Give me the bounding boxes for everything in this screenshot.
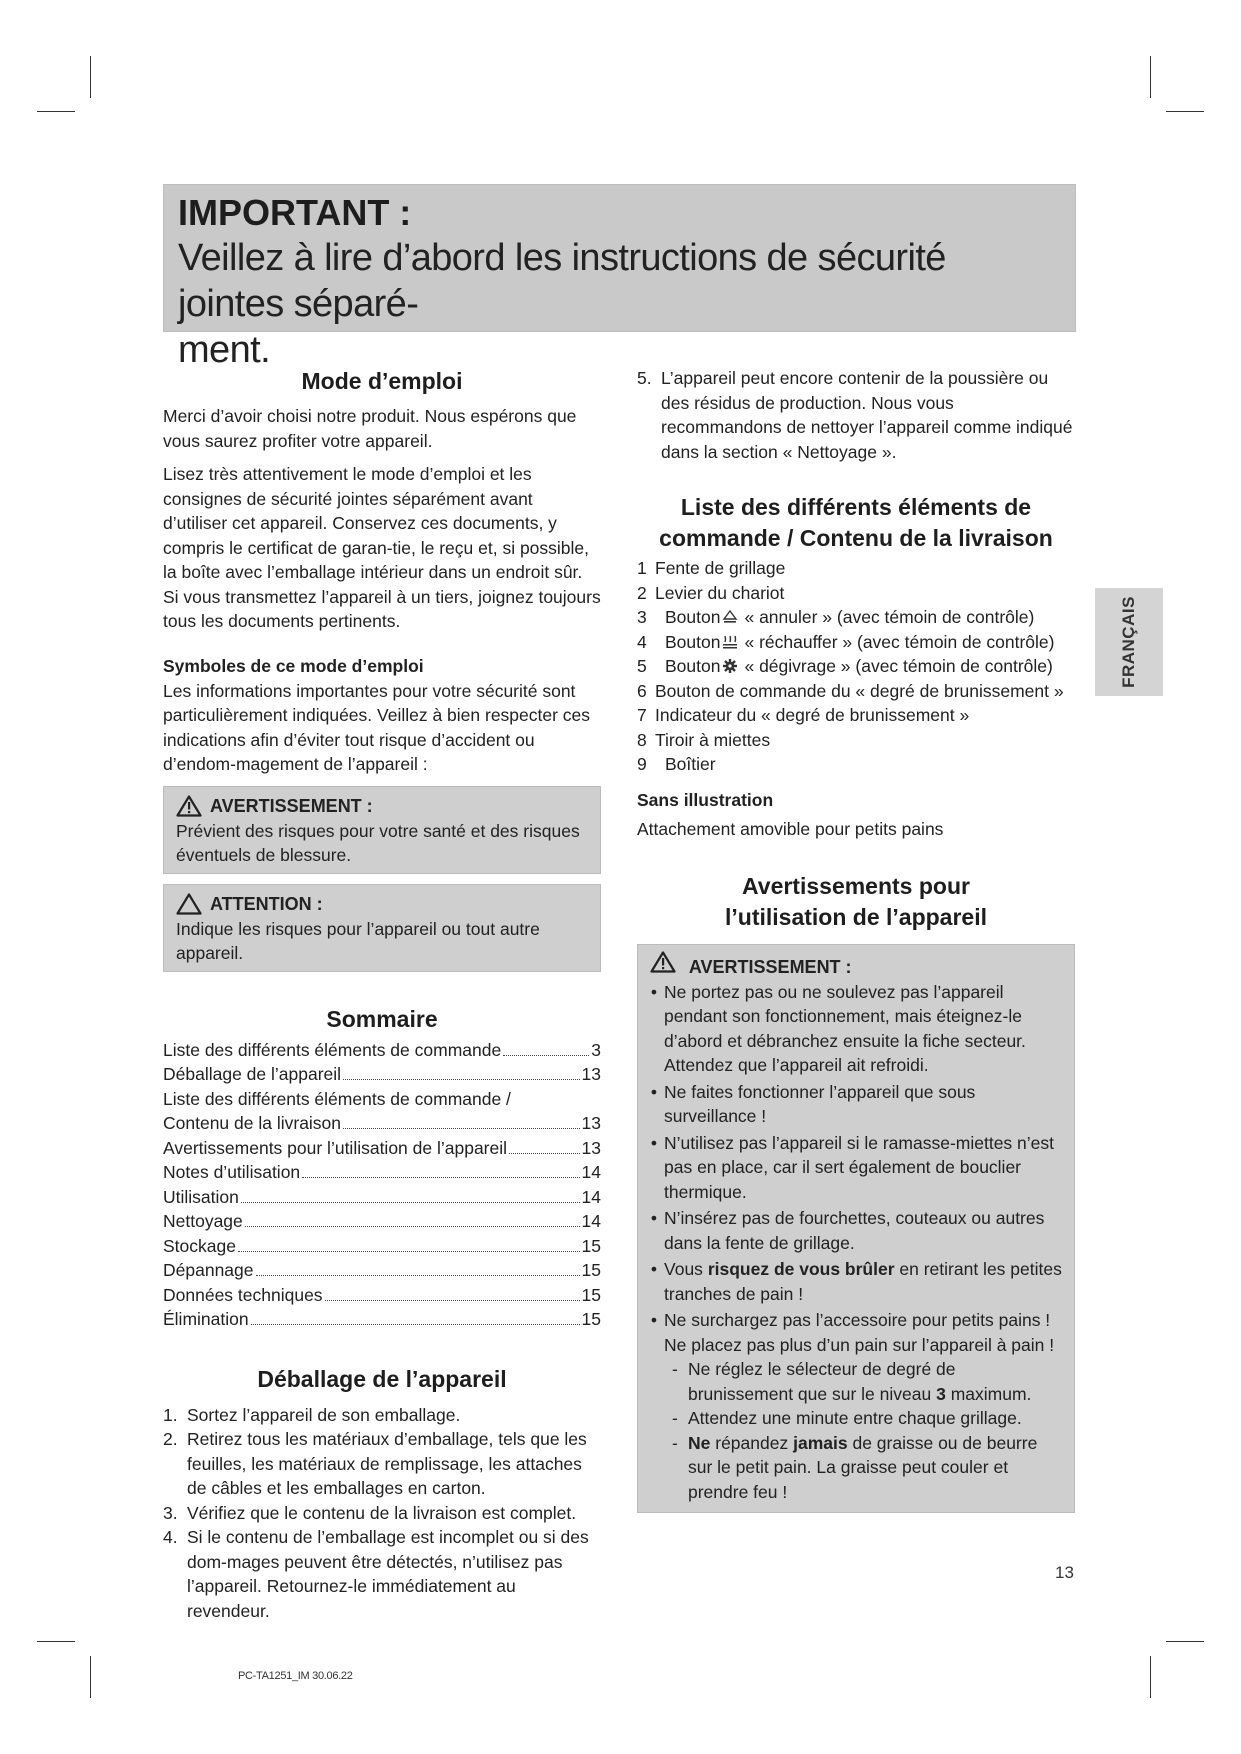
sub-list-item: - Ne réglez le sélecteur de degré de brunissement que sur le niveau 3 maximum. — [672, 1359, 1032, 1404]
warning-triangle-icon — [176, 795, 202, 817]
list-item: 5 Bouton « dégivrage » (avec témoin de contrôle) — [637, 656, 1053, 676]
symbols-heading: Symboles de ce mode d’emploi — [163, 655, 424, 676]
no-illustration-text: Attachement amovible pour petits pains — [637, 818, 944, 839]
list-item: 3 Bouton « annuler » (avec témoin de contrôle) — [637, 607, 1035, 627]
read-instructions-paragraph: Lisez très attentivement le mode d’emploi et les consignes de sécurité jointes séparément avant d’utiliser cet appareil. Conservez ces documents, y compris le certificat de garan-tie, le reçu et, si possible, la boîte avec l’emballage intérieur dans un endroit sûr. Si vous transmettez l’appareil à un tiers, joignez toujours tous les documents pertinents. — [163, 464, 601, 631]
banner-line-2: ment. — [178, 329, 271, 371]
list-item: 1. Sortez l’appareil de son emballage. — [163, 1404, 461, 1425]
page-number: 13 — [1055, 1563, 1074, 1582]
crop-mark — [90, 1656, 91, 1698]
list-item: 4 Bouton « réchauffer » (avec témoin de contrôle) — [637, 631, 1055, 652]
sub-list-item: - Ne répandez jamais de graisse ou de beurre sur le petit pain. La graisse peut couler et prendre feu ! — [672, 1432, 1038, 1502]
toc-entry: Données techniques 15 — [163, 1284, 601, 1305]
toc-entry: Nettoyage 14 — [163, 1211, 601, 1231]
language-tab-label: FRANÇAIS — [1119, 596, 1138, 688]
list-elements-heading: Liste des différents éléments de commande / Contenu de la livraison — [659, 494, 1053, 551]
crop-mark — [90, 56, 91, 98]
left-column — [163, 366, 601, 1623]
right-column — [637, 366, 1075, 1513]
list-item: 9 Boîtier — [637, 754, 716, 774]
crop-mark — [1166, 111, 1204, 112]
cancel-icon — [722, 609, 738, 625]
toc-entry: Stockage 15 — [163, 1235, 601, 1256]
elements-list — [637, 556, 1075, 777]
attention-note-box — [163, 884, 601, 972]
mode-emploi-heading: Mode d’emploi — [301, 368, 463, 394]
toc-entry: Contenu de la livraison 13 — [163, 1113, 601, 1133]
list-item: • Ne surchargez pas l’accessoire pour petits pains ! Ne placez pas plus d’un pain sur l’appareil à pain ! — [650, 1310, 1055, 1355]
crop-mark — [1150, 56, 1151, 98]
footer-code: PC-TA1251_IM 30.06.22 — [238, 1670, 353, 1682]
banner-line-1: Veillez à lire d’abord les instructions de sécurité jointes séparé- — [178, 237, 946, 325]
intro-paragraph: Merci d’avoir choisi notre produit. Nous espérons que vous saurez profiter votre appareil. — [163, 406, 577, 451]
list-item: 3. Vérifiez que le contenu de la livraison est complet. — [163, 1502, 577, 1523]
banner-title: IMPORTANT : — [178, 192, 412, 233]
crop-mark — [1166, 1641, 1204, 1642]
language-tab — [1095, 588, 1163, 696]
unpack-steps — [163, 1403, 601, 1624]
warnings-heading: Avertissements pour l’utilisation de l’appareil — [725, 873, 987, 930]
toc-entry: Élimination 15 — [163, 1309, 601, 1329]
attention-triangle-icon — [176, 893, 202, 915]
list-item: 2. Retirez tous les matériaux d’emballage, tels que les feuilles, les matériaux de remplissage, les attaches de câbles et les emballages en carton. — [163, 1429, 587, 1498]
list-item: 4. Si le contenu de l’emballage est incomplet ou si des dom-mages peuvent être détectés, n’utilisez pas l’appareil. Retournez-le immédiatement au revendeur. — [163, 1527, 589, 1621]
unpack-step-5 — [637, 366, 1075, 464]
warning-note-title: AVERTISSEMENT : — [210, 795, 373, 816]
usage-warning-box — [637, 944, 1075, 1513]
sub-list-item: - Attendez une minute entre chaque grillage. — [672, 1408, 1022, 1428]
toc-entry: Utilisation 14 — [163, 1186, 601, 1207]
list-item: 1 Fente de grillage — [637, 558, 786, 578]
list-item: 5. L’appareil peut encore contenir de la poussière ou des résidus de production. Nous vous recommandons de nettoyer l’appareil comme indiqué dans la section « Nettoyage ». — [637, 368, 1073, 462]
list-item: • N’insérez pas de fourchettes, couteaux ou autres dans la fente de grillage. — [650, 1208, 1045, 1253]
list-item: • Vous risquez de vous brûler en retirant les petites tranches de pain ! — [650, 1259, 1062, 1304]
attention-note-text: Indique les risques pour l’appareil ou tout autre appareil. — [176, 918, 540, 963]
warning-note-text: Prévient des risques pour votre santé et des risques éventuels de blessure. — [176, 820, 580, 865]
usage-warning-title: AVERTISSEMENT : — [688, 957, 852, 977]
toc-entry: Liste des différents éléments de commande / — [163, 1088, 511, 1109]
list-item: 7 Indicateur du « degré de brunissement » — [637, 705, 970, 725]
toc-entry: Notes d’utilisation 14 — [163, 1162, 601, 1182]
usage-warning-header — [646, 951, 1064, 980]
toc-entry: Dépannage 15 — [163, 1260, 601, 1280]
list-item: • Ne portez pas ou ne soulevez pas l’appareil pendant son fonctionnement, mais éteignez-le d’abord et débranchez ensuite la fiche secteur. Attendez que l’appareil ait refroidi. — [650, 981, 1026, 1075]
list-item: 6 Bouton de commande du « degré de brunissement » — [637, 680, 1064, 701]
crop-mark — [37, 111, 75, 112]
reheat-icon — [722, 634, 738, 650]
warning-triangle-icon — [650, 951, 676, 973]
toc-entry: Liste des différents éléments de commande 3 — [163, 1039, 601, 1060]
list-item: 8 Tiroir à miettes — [637, 729, 771, 750]
attention-note-title: ATTENTION : — [210, 893, 323, 914]
deballage-heading: Déballage de l’appareil — [257, 1365, 507, 1392]
no-illustration-heading: Sans illustration — [637, 789, 774, 810]
crop-mark — [37, 1641, 75, 1642]
important-banner — [163, 184, 1076, 371]
sommaire-heading: Sommaire — [326, 1005, 438, 1032]
defrost-icon — [722, 658, 738, 674]
list-item: • N’utilisez pas l’appareil si le ramasse-miettes n’est pas en place, car il sert également de bouclier thermique. — [650, 1132, 1055, 1202]
symbols-paragraph: Les informations importantes pour votre sécurité sont particulièrement indiquées. Veillez à bien respecter ces indications afin d’éviter tout risque d’accident ou d’endom-magement de l’appareil : — [163, 680, 591, 774]
warning-note-box — [163, 786, 601, 874]
list-item: 2 Levier du chariot — [637, 582, 785, 603]
toc-entry: Avertissements pour l’utilisation de l’appareil 13 — [163, 1137, 601, 1158]
table-of-contents — [163, 1038, 601, 1332]
crop-mark — [1150, 1656, 1151, 1698]
toc-entry: Déballage de l’appareil 13 — [163, 1064, 601, 1084]
list-item: • Ne faites fonctionner l’appareil que sous surveillance ! — [650, 1081, 976, 1126]
